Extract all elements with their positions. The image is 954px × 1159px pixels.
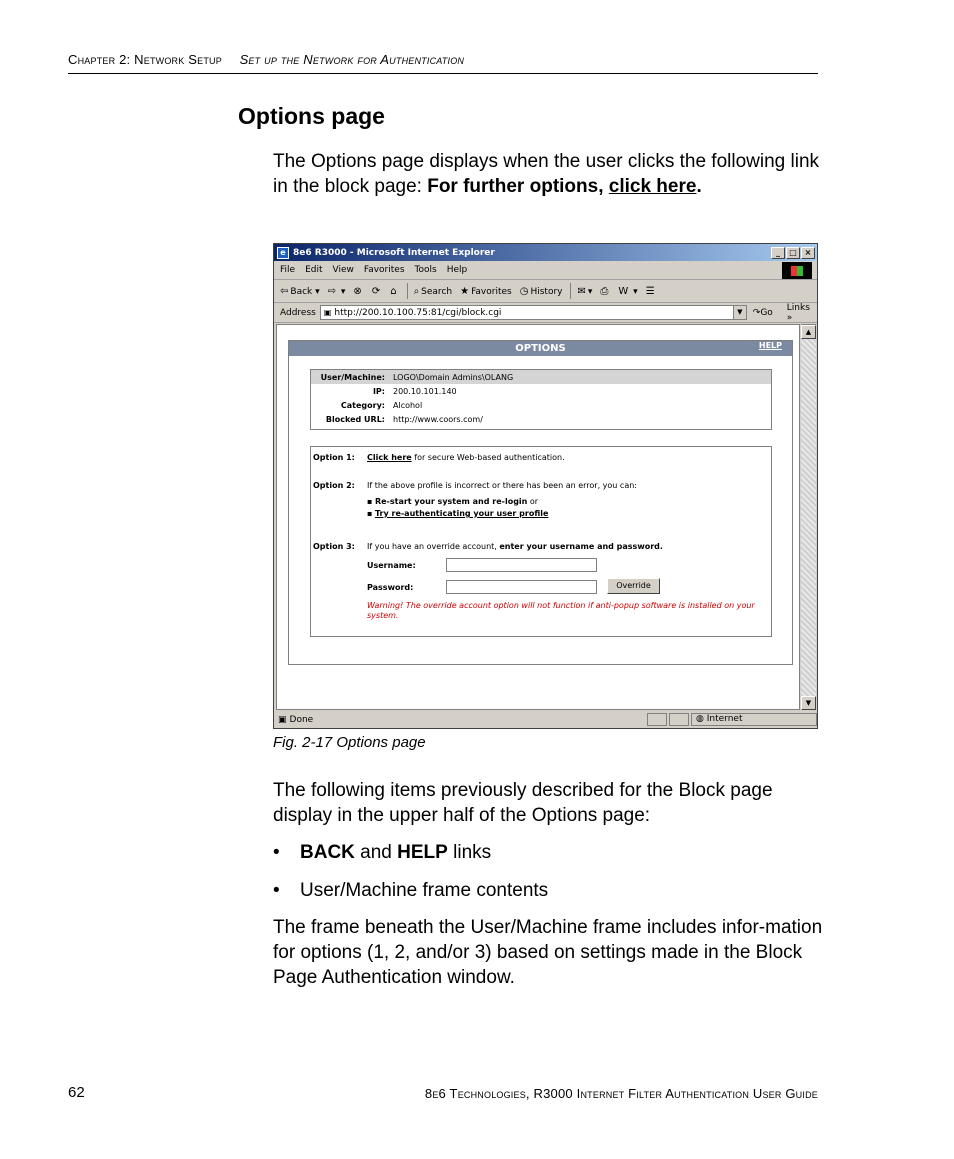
toolbar bbox=[274, 280, 817, 303]
done-page-icon: ▣ bbox=[278, 714, 287, 725]
browser-title: 8e6 R3000 - Microsoft Internet Explorer bbox=[293, 247, 495, 258]
option1-link[interactable]: Click here bbox=[367, 453, 412, 462]
menu-bar bbox=[274, 261, 817, 280]
username-label: Username: bbox=[367, 561, 416, 570]
intro-bold: For further options, bbox=[427, 176, 609, 197]
status-bar bbox=[274, 711, 817, 728]
refresh-button[interactable] bbox=[372, 286, 382, 297]
option3-bold: enter your username and password. bbox=[499, 542, 663, 551]
forward-button[interactable]: ⇨ ▾ bbox=[327, 285, 346, 297]
password-input[interactable] bbox=[446, 580, 597, 594]
discuss-button[interactable] bbox=[646, 286, 657, 297]
history-button[interactable]: ◷ History bbox=[519, 285, 563, 297]
scroll-down-icon[interactable]: ▼ bbox=[801, 696, 816, 710]
address-label: Address bbox=[280, 307, 316, 318]
refresh-icon: ⟳ bbox=[371, 285, 381, 297]
home-icon: ⌂ bbox=[390, 285, 397, 297]
options-list-frame bbox=[310, 446, 772, 637]
menu-tools[interactable]: Tools bbox=[414, 265, 437, 275]
minimize-icon[interactable]: _ bbox=[771, 247, 785, 259]
intro-paragraph bbox=[273, 149, 833, 199]
browser-screenshot bbox=[273, 243, 818, 729]
address-url: http://200.10.100.75:81/cgi/block.cgi bbox=[334, 307, 502, 318]
go-button[interactable]: ↷Go bbox=[752, 307, 773, 318]
section-title-header: Set up the Network for Authentication bbox=[239, 52, 465, 67]
scroll-up-icon[interactable]: ▲ bbox=[801, 325, 816, 339]
blocked-url-value: http://www.coors.com/ bbox=[393, 414, 483, 424]
options-frame bbox=[288, 340, 793, 665]
word-icon: W bbox=[618, 285, 629, 297]
page-title: Options page bbox=[238, 103, 385, 129]
blocked-url-label: Blocked URL: bbox=[325, 414, 385, 424]
menu-help[interactable]: Help bbox=[446, 265, 468, 275]
intro-text: The Options page displays when the user clicks the following link in the block page: bbox=[273, 151, 820, 197]
chapter-title: Chapter 2: Network Setup bbox=[68, 52, 222, 67]
home-button[interactable] bbox=[390, 286, 398, 297]
close-icon[interactable]: × bbox=[801, 247, 815, 259]
menu-view[interactable]: View bbox=[332, 265, 354, 275]
print-icon: ⎙ bbox=[600, 285, 609, 297]
print-button[interactable] bbox=[600, 286, 610, 297]
back-arrow-icon: ⇦ bbox=[280, 285, 289, 297]
browser-viewport bbox=[276, 324, 800, 710]
override-button[interactable]: Override bbox=[607, 578, 660, 594]
row-category bbox=[311, 398, 771, 412]
links-button[interactable]: Links » bbox=[786, 302, 810, 323]
globe-icon: ◍ bbox=[696, 714, 704, 724]
history-icon: ◷ bbox=[519, 285, 529, 297]
option1-label: Option 1: bbox=[313, 453, 355, 462]
address-input[interactable] bbox=[320, 305, 747, 320]
menu-favorites[interactable]: Favorites bbox=[363, 265, 405, 275]
back-term: BACK bbox=[300, 842, 355, 863]
search-button[interactable]: ⌕ Search bbox=[413, 285, 453, 297]
user-machine-label: User/Machine: bbox=[320, 372, 385, 382]
option2-bullet-2: ▪ Try re-authenticating your user profile bbox=[367, 509, 549, 518]
discuss-icon: ☰ bbox=[645, 285, 655, 297]
row-ip bbox=[311, 384, 771, 398]
option3-text: If you have an override account, enter your username and password. bbox=[367, 542, 663, 551]
row-user-machine bbox=[311, 370, 771, 384]
back-button[interactable]: ⇦ Back ▾ bbox=[280, 285, 320, 297]
page-number: 62 bbox=[68, 1084, 85, 1101]
stop-icon: ⊗ bbox=[353, 285, 362, 297]
mail-icon: ✉ bbox=[577, 285, 586, 297]
address-bar bbox=[274, 303, 817, 323]
ip-label: IP: bbox=[372, 386, 385, 396]
search-icon: ⌕ bbox=[413, 285, 420, 297]
restart-text: Re-start your system and re-login bbox=[374, 497, 528, 506]
figure-caption: Fig. 2-17 Options page bbox=[273, 734, 426, 751]
options-heading: OPTIONS bbox=[289, 341, 792, 356]
page-icon: ▣ bbox=[323, 308, 332, 317]
menu-edit[interactable]: Edit bbox=[305, 265, 323, 275]
option2-text: If the above profile is incorrect or there has been an error, you can: bbox=[367, 481, 637, 490]
category-label: Category: bbox=[340, 400, 385, 410]
paragraph-3: The frame beneath the User/Machine frame includes infor-mation for options (1, 2, and/or 3) based on settings made in the Block Page Authentication window. bbox=[273, 917, 823, 988]
menu-file[interactable]: File bbox=[280, 265, 296, 275]
password-label: Password: bbox=[367, 583, 414, 592]
vertical-scrollbar[interactable] bbox=[801, 324, 816, 710]
bullet-2-text: User/Machine frame contents bbox=[300, 880, 549, 901]
toolbar-divider bbox=[407, 283, 408, 299]
user-machine-value: LOGO\Domain Admins\OLANG bbox=[393, 372, 514, 382]
forward-arrow-icon: ⇨ bbox=[327, 285, 337, 297]
help-link[interactable]: HELP bbox=[758, 341, 782, 350]
bullet-item-2: • User/Machine frame contents bbox=[273, 880, 549, 901]
status-text: ▣ Done bbox=[278, 714, 314, 725]
status-cell-1 bbox=[647, 713, 667, 726]
option2-label: Option 2: bbox=[313, 481, 355, 490]
ie-icon: e bbox=[277, 247, 289, 259]
favorites-button[interactable]: ★ Favorites bbox=[460, 285, 512, 297]
option3-label: Option 3: bbox=[313, 542, 355, 551]
zone-indicator: ◍ Internet bbox=[691, 713, 817, 726]
reauth-link[interactable]: Try re-authenticating your user profile bbox=[374, 509, 549, 518]
browser-titlebar bbox=[274, 244, 817, 261]
mail-button[interactable]: ✉ ▾ bbox=[577, 285, 593, 297]
row-blocked-url bbox=[311, 412, 771, 426]
dropdown-arrow-icon[interactable]: ▼ bbox=[733, 306, 746, 319]
paragraph-2: The following items previously described for the Block page display in the upper half of the Options page: bbox=[273, 780, 773, 826]
edit-button[interactable]: W ▾ bbox=[618, 285, 638, 297]
bullet-item-1: • BACK and HELP links bbox=[273, 842, 492, 863]
maximize-icon[interactable]: □ bbox=[786, 247, 800, 259]
running-header bbox=[68, 52, 818, 74]
warning-text: Warning! The override account option will not function if anti-popup software is installed on your system. bbox=[367, 601, 755, 620]
option2-bullet-1: ▪ Re-start your system and re-login or bbox=[367, 497, 539, 506]
go-arrow-icon: ↷ bbox=[752, 307, 761, 318]
username-input[interactable] bbox=[446, 558, 597, 572]
windows-logo-icon bbox=[782, 262, 812, 279]
toolbar-divider-2 bbox=[570, 283, 571, 299]
help-term: HELP bbox=[397, 842, 448, 863]
ip-value: 200.10.101.140 bbox=[393, 386, 457, 396]
intro-link: click here bbox=[608, 176, 697, 197]
category-value: Alcohol bbox=[393, 400, 423, 410]
user-machine-frame bbox=[310, 369, 772, 430]
favorites-icon: ★ bbox=[460, 285, 470, 297]
footer-title: 8e6 Technologies, R3000 Internet Filter Authentication User Guide bbox=[424, 1086, 818, 1101]
option1-text: Click here for secure Web-based authentication. bbox=[367, 453, 565, 462]
status-cell-2 bbox=[669, 713, 689, 726]
stop-button[interactable] bbox=[353, 286, 363, 297]
intro-end: . bbox=[696, 176, 702, 197]
